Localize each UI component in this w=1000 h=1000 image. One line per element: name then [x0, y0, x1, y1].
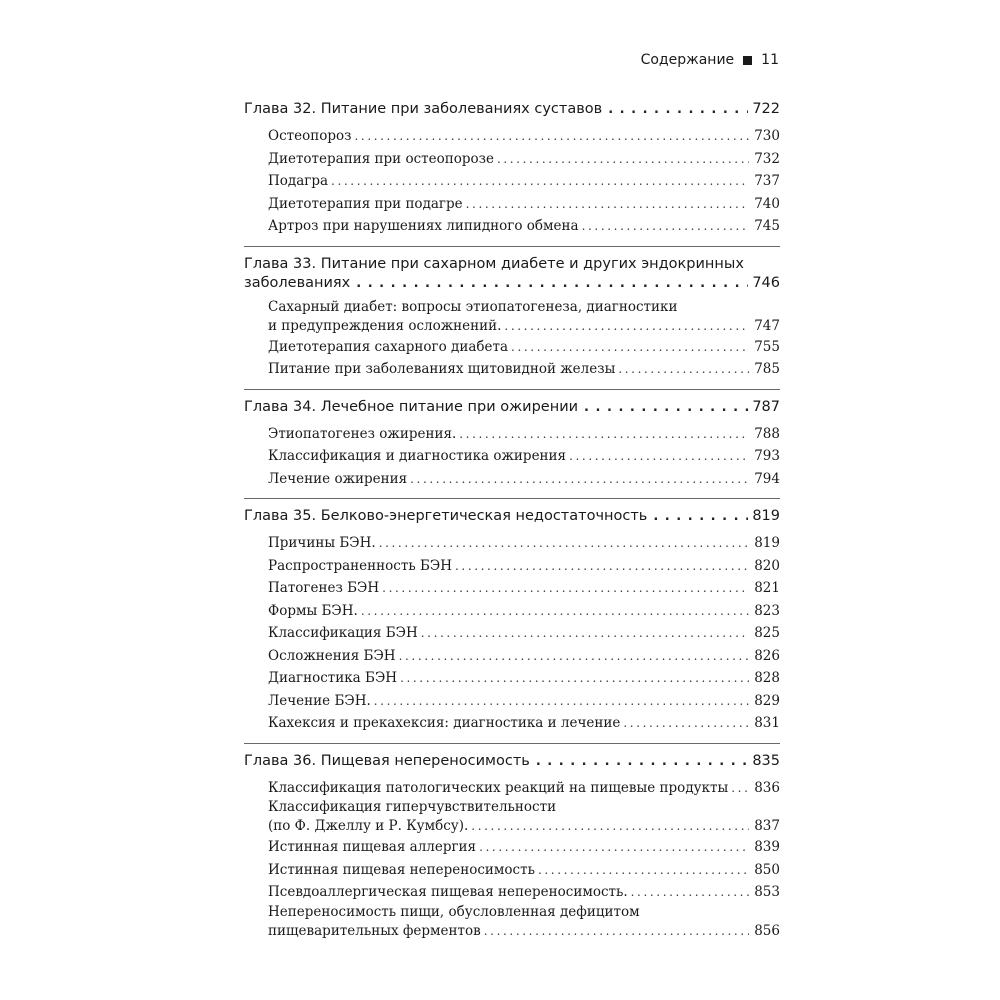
chapter-page: 835 — [752, 752, 780, 769]
entry-title: Диетотерапия сахарного диабета — [268, 338, 509, 355]
entry-title: Истинная пищевая непереносимость — [268, 861, 535, 878]
entry-title: Кахексия и прекахексия: диагностика и лечение — [268, 715, 621, 731]
entry-page: 737 — [754, 173, 780, 189]
entry-page: 828 — [754, 670, 780, 686]
dot-leader — [399, 645, 749, 668]
entry-page: 821 — [754, 580, 780, 596]
chapter-32 — [244, 100, 780, 238]
entry-page: 740 — [754, 195, 780, 212]
entry-title-line1: Сахарный диабет: вопросы этиопатогенеза, диагностики — [268, 298, 678, 315]
chapter-title: Глава 36. Пищевая непереносимость — [244, 752, 530, 769]
entry-page: 793 — [754, 448, 780, 464]
entry-title: Причины БЭН. — [268, 535, 376, 551]
entry-title: Подагра — [268, 173, 329, 189]
entry-page: 853 — [754, 884, 780, 900]
dot-leader — [511, 336, 749, 359]
entry-title-line1: Классификация гиперчувствительности — [268, 799, 557, 815]
dot-leader — [536, 752, 748, 771]
entry-page: 785 — [754, 361, 780, 377]
dot-leader — [538, 859, 749, 882]
toc-entry[interactable] — [268, 836, 780, 859]
entry-title: Диетотерапия при подагре — [268, 195, 463, 212]
entry-title: Артроз при нарушениях липидного обмена — [268, 218, 579, 234]
toc-entry[interactable] — [268, 423, 780, 446]
dot-leader — [374, 690, 749, 713]
entry-title: Классификация и диагностика ожирения — [268, 448, 567, 464]
chapter-title-row[interactable] — [244, 507, 780, 526]
chapter-title: Глава 35. Белково-энергетическая недостаточность — [244, 508, 648, 524]
toc-entry[interactable] — [268, 777, 780, 800]
entry-page: 747 — [754, 317, 780, 334]
entry-page: 856 — [754, 922, 780, 939]
chapter-page: 746 — [752, 274, 780, 291]
toc-entry[interactable] — [268, 799, 780, 836]
entry-page: 819 — [754, 535, 780, 551]
chapter-33 — [244, 246, 780, 381]
entry-page: 745 — [754, 218, 780, 234]
entry-title: Этиопатогенез ожирения. — [268, 425, 457, 442]
section-list — [244, 423, 780, 491]
entry-page: 826 — [754, 647, 780, 664]
entry-page: 755 — [754, 338, 780, 355]
toc-entry[interactable] — [268, 690, 780, 713]
chapter-title-line2: заболеваниях — [244, 274, 351, 291]
toc-entry[interactable] — [268, 712, 780, 735]
entry-title: Псевдоаллергическая пищевая непереносимость. — [268, 884, 628, 900]
entry-title: Лечение БЭН. — [268, 692, 371, 709]
dot-leader — [479, 836, 749, 859]
dot-leader — [618, 358, 749, 381]
entry-page: 732 — [754, 150, 780, 167]
toc-entry[interactable] — [268, 336, 780, 359]
entry-title: Формы БЭН. — [268, 602, 358, 619]
toc-entry[interactable] — [268, 299, 780, 336]
toc-entry[interactable] — [268, 904, 780, 941]
entry-title: Лечение ожирения — [268, 470, 408, 487]
page-number: 11 — [761, 52, 779, 68]
entry-page: 836 — [754, 779, 780, 796]
dot-leader — [466, 193, 749, 216]
entry-page: 831 — [754, 715, 780, 731]
chapter-35 — [244, 498, 780, 735]
entry-title: Патогенез БЭН — [268, 580, 380, 596]
entry-title: Классификация патологических реакций на пищевые продукты — [268, 779, 729, 796]
dot-leader — [623, 712, 749, 735]
dot-leader — [331, 170, 749, 193]
toc-entry[interactable] — [268, 170, 780, 193]
header-title: Содержание — [640, 52, 735, 68]
entry-page: 823 — [754, 602, 780, 619]
entry-title-line2: (по Ф. Джеллу и Р. Кумбсу). — [268, 818, 469, 834]
dot-leader — [400, 667, 749, 690]
entry-title: Диагностика БЭН — [268, 670, 398, 686]
toc-entry[interactable] — [268, 555, 780, 578]
dot-leader — [410, 468, 749, 491]
chapter-title-row[interactable] — [244, 752, 780, 771]
dot-leader — [471, 816, 749, 836]
toc-entry[interactable] — [268, 577, 780, 600]
entry-page: 829 — [754, 692, 780, 709]
entry-page: 730 — [754, 128, 780, 144]
toc-entry[interactable] — [268, 645, 780, 668]
entry-title: Распространенность БЭН — [268, 557, 452, 574]
square-bullet-icon — [743, 56, 752, 65]
toc-entry[interactable] — [268, 148, 780, 171]
dot-leader — [731, 777, 749, 800]
dot-leader — [379, 532, 749, 555]
toc-entry[interactable] — [268, 600, 780, 623]
entry-page: 850 — [754, 861, 780, 878]
dot-leader — [484, 921, 749, 941]
entry-page: 825 — [754, 625, 780, 641]
toc-entry[interactable] — [268, 859, 780, 882]
toc-entry[interactable] — [268, 125, 780, 148]
dot-leader — [569, 445, 749, 468]
chapter-page: 722 — [752, 101, 780, 117]
section-list — [244, 777, 780, 941]
entry-title: Диетотерапия при остеопорозе — [268, 150, 494, 167]
entry-title-line1: Непереносимость пищи, обусловленная дефицитом — [268, 903, 640, 920]
toc-entry[interactable] — [268, 445, 780, 468]
toc-entry[interactable] — [268, 193, 780, 216]
section-list — [244, 125, 780, 238]
entry-title: Питание при заболеваниях щитовидной железы — [268, 361, 616, 377]
entry-page: 837 — [754, 818, 780, 834]
dot-leader — [504, 316, 749, 336]
running-header — [641, 52, 779, 68]
dot-leader — [608, 100, 748, 119]
dot-leader — [582, 215, 749, 238]
chapter-page: 787 — [752, 398, 780, 415]
toc-entry[interactable] — [268, 881, 780, 904]
entry-page: 788 — [754, 425, 780, 442]
entry-title: Осложнения БЭН — [268, 647, 396, 664]
toc-entry[interactable] — [268, 358, 780, 381]
dot-leader — [497, 148, 749, 171]
entry-title: Остеопороз — [268, 128, 352, 144]
chapter-title-line1: Глава 33. Питание при сахарном диабете и других эндокринных — [244, 255, 744, 272]
chapter-page: 819 — [752, 508, 780, 524]
dot-leader — [356, 274, 748, 293]
dot-leader — [631, 881, 749, 904]
chapter-36 — [244, 743, 780, 941]
toc-entry[interactable] — [268, 622, 780, 645]
entry-title: Классификация БЭН — [268, 625, 418, 641]
dot-leader — [382, 577, 749, 600]
toc-entry[interactable] — [268, 468, 780, 491]
dot-leader — [653, 507, 748, 526]
entry-title-line2: и предупреждения осложнений. — [268, 317, 502, 334]
section-list — [244, 532, 780, 735]
entry-page: 820 — [754, 557, 780, 574]
chapter-title: Глава 34. Лечебное питание при ожирении — [244, 398, 579, 415]
chapter-34 — [244, 389, 780, 491]
chapter-title-row[interactable] — [244, 100, 780, 119]
dot-leader — [354, 125, 749, 148]
section-list — [244, 299, 780, 381]
dot-leader — [361, 600, 749, 623]
dot-leader — [459, 423, 749, 446]
table-of-contents — [244, 100, 780, 941]
toc-entry[interactable] — [268, 532, 780, 555]
entry-page: 839 — [754, 839, 780, 855]
entry-page: 794 — [754, 470, 780, 487]
dot-leader — [455, 555, 749, 578]
chapter-title: Глава 32. Питание при заболеваниях суставов — [244, 101, 603, 117]
dot-leader — [421, 622, 749, 645]
chapter-title-row[interactable] — [244, 255, 780, 293]
chapter-title-row[interactable] — [244, 398, 780, 417]
entry-title-line2: пищеварительных ферментов — [268, 922, 481, 939]
entry-title: Истинная пищевая аллергия — [268, 839, 477, 855]
toc-entry[interactable] — [268, 667, 780, 690]
dot-leader — [584, 398, 748, 417]
toc-entry[interactable] — [268, 215, 780, 238]
